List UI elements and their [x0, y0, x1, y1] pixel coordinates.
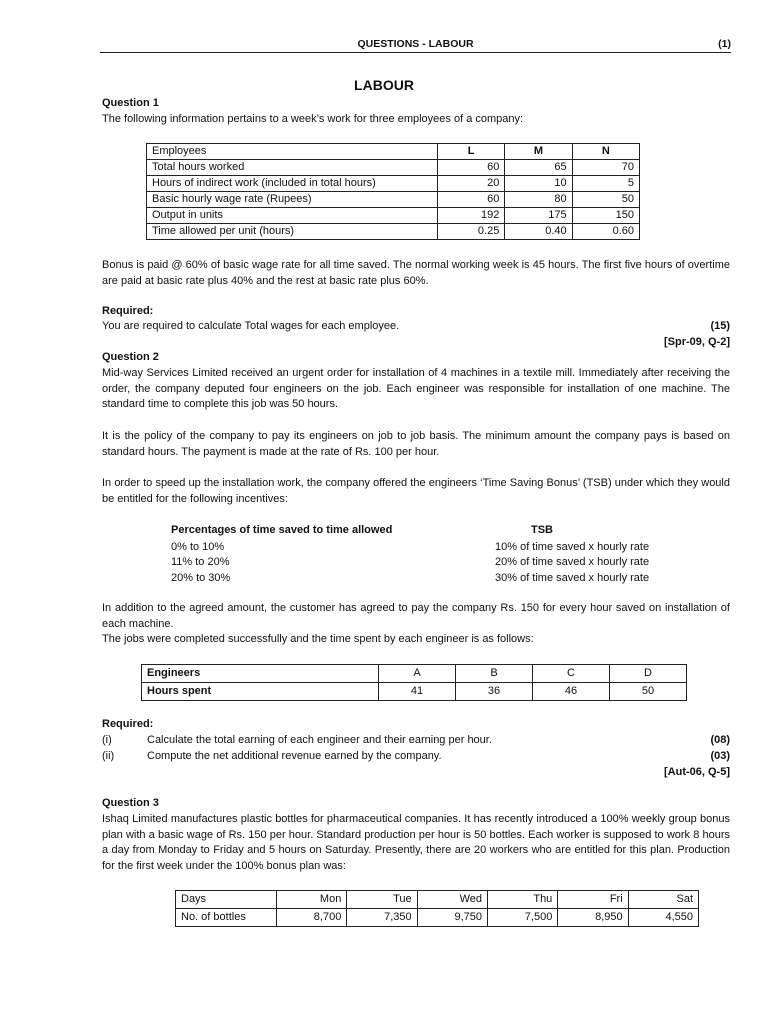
- q2-paragraph-5: The jobs were completed successfully and the time spent by each engineer is as follows:: [102, 633, 534, 645]
- table-cell: 150: [572, 208, 639, 224]
- table-cell: 175: [505, 208, 572, 224]
- table-cell: 10: [505, 176, 572, 192]
- q2-required-label: Required:: [102, 718, 154, 730]
- q3-heading: Question 3: [102, 797, 159, 809]
- table-header-cell: L: [438, 144, 505, 160]
- table-cell: 70: [572, 160, 639, 176]
- q1-reference: [Spr-09, Q-2]: [663, 336, 730, 348]
- q2-heading: Question 2: [102, 351, 159, 363]
- q2-paragraph-4: In addition to the agreed amount, the customer has agreed to pay the company Rs. 150 for every hour saved on installation of each machine.: [102, 602, 730, 630]
- q1-heading: Question 1: [102, 97, 159, 109]
- q1-required-label: Required:: [102, 305, 154, 317]
- table-cell: 9,750: [417, 909, 487, 927]
- table-header-cell: Days: [176, 891, 277, 909]
- table-header-cell: Employees: [147, 144, 438, 160]
- tsb-rate: 10% of time saved x hourly rate: [495, 541, 650, 553]
- table-cell: 60: [438, 192, 505, 208]
- table-header-row: [142, 665, 687, 683]
- table-row: [147, 224, 640, 240]
- table-cell: No. of bottles: [176, 909, 277, 927]
- q2-paragraph-3: In order to speed up the installation work, the company offered the engineers ‘Time Saving Bonus’ (TSB) under which they would be entitled for the following incentives:: [102, 477, 730, 505]
- table-cell: 80: [505, 192, 572, 208]
- table-row: [176, 909, 699, 927]
- q2-req-num: (i): [102, 734, 112, 746]
- q2-req-num: (ii): [102, 750, 115, 762]
- running-header: [100, 38, 731, 53]
- table-cell: 4,550: [628, 909, 698, 927]
- table-cell: Time allowed per unit (hours): [147, 224, 438, 240]
- q1-marks: (15): [710, 320, 730, 332]
- table-header-cell: B: [456, 665, 533, 683]
- table-cell: 0.25: [438, 224, 505, 240]
- table-cell: 0.60: [572, 224, 639, 240]
- table-cell: 50: [572, 192, 639, 208]
- table-cell: 46: [533, 683, 610, 701]
- q2-req-text: Calculate the total earning of each engineer and their earning per hour.: [147, 734, 492, 746]
- tsb-range: 11% to 20%: [171, 556, 230, 568]
- tsb-header-range: Percentages of time saved to time allowed: [171, 524, 393, 536]
- table-row: [147, 160, 640, 176]
- table-cell: 8,950: [558, 909, 628, 927]
- q2-req-marks: (03): [710, 750, 730, 762]
- table-cell: 60: [438, 160, 505, 176]
- table-header-cell: D: [610, 665, 687, 683]
- q1-bonus-text: Bonus is paid @ 60% of basic wage rate for all time saved. The normal working week is 45 hours. The first five hours of overtime are paid at basic rate plus 40% and the rest at basic rate plus 60%.: [102, 259, 730, 287]
- q2-table: [141, 664, 687, 701]
- table-header-cell: A: [379, 665, 456, 683]
- tsb-range: 0% to 10%: [171, 541, 225, 553]
- table-row: [147, 176, 640, 192]
- tsb-rate: 20% of time saved x hourly rate: [495, 556, 650, 568]
- table-header-cell: Engineers: [142, 665, 379, 683]
- table-cell: 5: [572, 176, 639, 192]
- table-cell: 41: [379, 683, 456, 701]
- table-row: [142, 683, 687, 701]
- table-row: [147, 192, 640, 208]
- table-header-cell: C: [533, 665, 610, 683]
- table-header-cell: Wed: [417, 891, 487, 909]
- table-cell: 20: [438, 176, 505, 192]
- tsb-rate: 30% of time saved x hourly rate: [495, 572, 650, 584]
- table-header-cell: Fri: [558, 891, 628, 909]
- table-header-cell: N: [572, 144, 639, 160]
- tsb-range: 20% to 30%: [171, 572, 231, 584]
- table-row: [147, 208, 640, 224]
- table-cell: Basic hourly wage rate (Rupees): [147, 192, 438, 208]
- q2-paragraph-1: Mid-way Services Limited received an urgent order for installation of 4 machines in a textile mill. Immediately after receiving the order, the company deputed four engineers on the job. Each engineer was responsible for installation of one machine. The standard time to complete this job was 50 hours.: [102, 367, 730, 410]
- table-cell: 36: [456, 683, 533, 701]
- q2-req-marks: (08): [710, 734, 730, 746]
- table-cell: 50: [610, 683, 687, 701]
- header-page-number: (1): [718, 38, 731, 50]
- table-cell: 8,700: [277, 909, 347, 927]
- tsb-header-bonus: TSB: [531, 524, 553, 536]
- table-cell: 192: [438, 208, 505, 224]
- table-cell: Hours of indirect work (included in total hours): [147, 176, 438, 192]
- q1-required-text: You are required to calculate Total wages for each employee.: [102, 320, 400, 332]
- table-cell: Hours spent: [142, 683, 379, 701]
- table-header-row: [147, 144, 640, 160]
- q3-table: [175, 890, 699, 927]
- q2-reference: [Aut-06, Q-5]: [664, 766, 730, 778]
- document-title: LABOUR: [354, 77, 414, 93]
- q1-intro: The following information pertains to a week’s work for three employees of a company:: [102, 113, 524, 125]
- table-cell: 0.40: [505, 224, 572, 240]
- table-header-cell: Tue: [347, 891, 417, 909]
- q3-paragraph-1: Ishaq Limited manufactures plastic bottles for pharmaceutical companies. It has recently introduced a 100% weekly group bonus plan with a basic wage of Rs. 150 per hour. Standard production per hour is 50 bottles. Each worker is supposed to work 8 hours a day from Monday to Friday and 5 hours on Saturday. Presently, there are 20 workers who are entitled for this plan. Production for the first week under the 100% bonus plan was:: [102, 813, 730, 872]
- table-header-row: [176, 891, 699, 909]
- table-header-cell: M: [505, 144, 572, 160]
- table-header-cell: Sat: [628, 891, 698, 909]
- q2-req-text: Compute the net additional revenue earned by the company.: [147, 750, 442, 762]
- table-cell: Output in units: [147, 208, 438, 224]
- q1-table: [146, 143, 640, 240]
- q2-paragraph-2: It is the policy of the company to pay its engineers on job to job basis. The minimum amount the company pays is based on standard hours. The payment is made at the rate of Rs. 100 per hour.: [102, 430, 730, 458]
- table-header-cell: Mon: [277, 891, 347, 909]
- table-cell: 7,350: [347, 909, 417, 927]
- header-title: QUESTIONS - LABOUR: [357, 38, 474, 50]
- table-header-cell: Thu: [487, 891, 557, 909]
- table-cell: 65: [505, 160, 572, 176]
- table-cell: 7,500: [487, 909, 557, 927]
- table-cell: Total hours worked: [147, 160, 438, 176]
